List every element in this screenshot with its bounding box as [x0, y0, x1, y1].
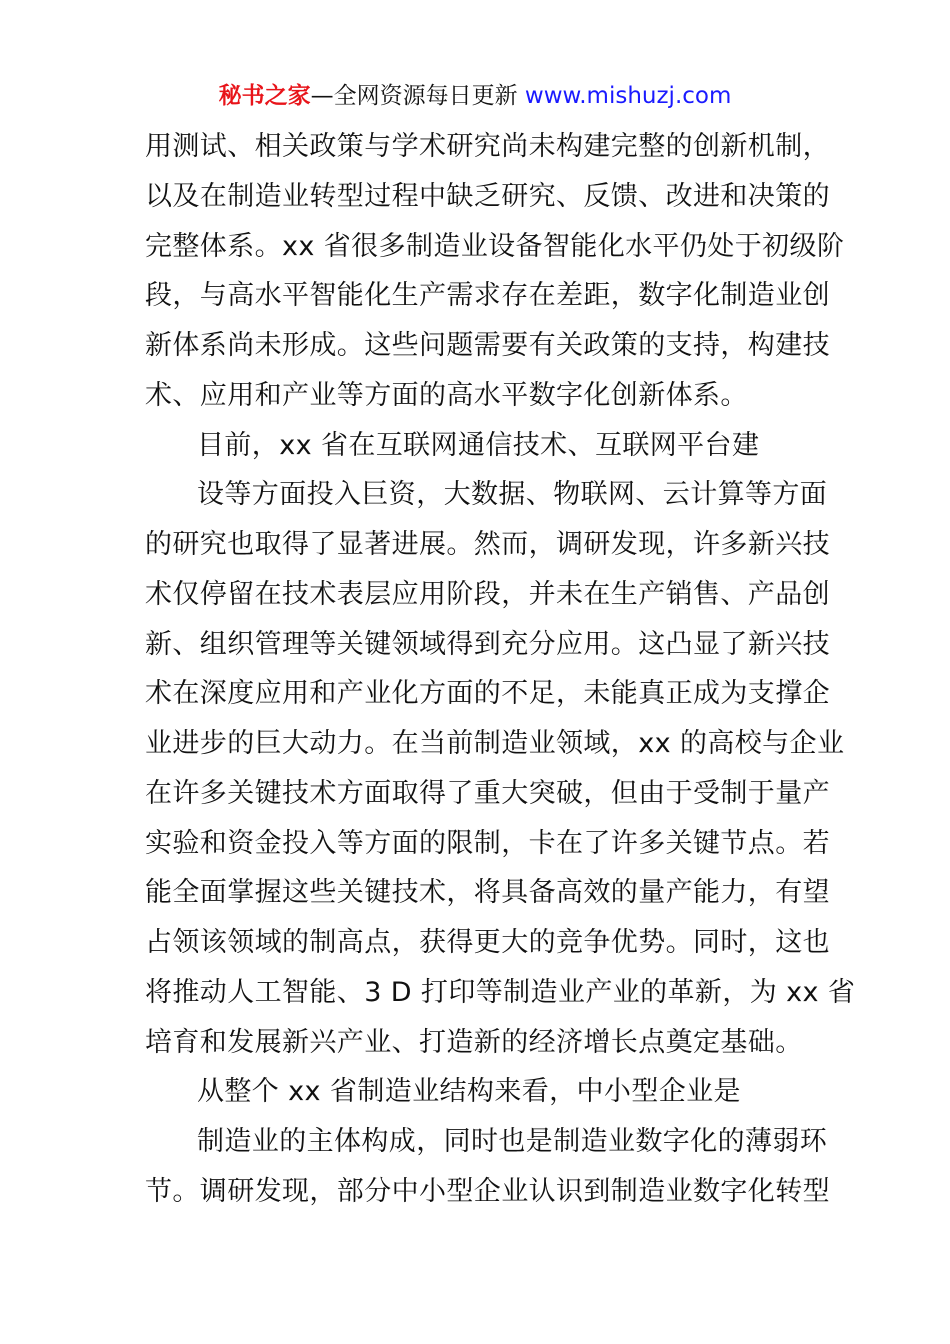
- text-line: 术在深度应用和产业化方面的不足，未能真正成为支撑企: [145, 678, 830, 710]
- text-line: 新体系尚未形成。这些问题需要有关政策的支持，构建技: [145, 330, 830, 361]
- text-line: 以及在制造业转型过程中缺乏研究、反馈、改进和决策的: [145, 180, 830, 212]
- text-line: 段，与高水平智能化生产需求存在差距，数字化制造业创: [145, 280, 830, 312]
- text-line: 术、应用和产业等方面的高水平数字化创新体系。: [145, 379, 748, 411]
- text-line: 术仅停留在技术表层应用阶段，并未在生产销售、产品创: [145, 578, 830, 610]
- text-line: 占领该领域的制高点，获得更大的竞争优势。同时，这也: [145, 927, 830, 958]
- paragraph-first-line: 目前，xx 省在互联网通信技术、互联网平台建: [197, 429, 760, 461]
- site-brand: 秘书之家: [218, 83, 311, 109]
- site-header: [0, 80, 950, 112]
- text-line: 新、组织管理等关键领域得到充分应用。这凸显了新兴技: [145, 628, 830, 660]
- paragraph-first-line: 设等方面投入巨资，大数据、物联网、云计算等方面: [197, 479, 828, 511]
- text-line: 业进步的巨大动力。在当前制造业领域，xx 的高校与企业: [145, 728, 845, 759]
- text-line: 实验和资金投入等方面的限制，卡在了许多关键节点。若: [145, 827, 830, 859]
- paragraph-first-line: 从整个 xx 省制造业结构来看，中小型企业是: [197, 1076, 741, 1108]
- site-url-link[interactable]: www.mishuzj.com: [524, 83, 732, 109]
- text-line: 培育和发展新兴产业、打造新的经济增长点奠定基础。: [145, 1026, 803, 1058]
- text-line: 完整体系。xx 省很多制造业设备智能化水平仍处于初级阶: [145, 230, 845, 262]
- text-line: 的研究也取得了显著进展。然而，调研发现，许多新兴技: [145, 529, 830, 560]
- text-line: 能全面掌握这些关键技术，将具备高效的量产能力，有望: [145, 877, 830, 909]
- document-body: [145, 122, 856, 1217]
- text-line: 节。调研发现，部分中小型企业认识到制造业数字化转型: [145, 1175, 830, 1207]
- text-line: 用测试、相关政策与学术研究尚未构建完整的创新机制，: [145, 131, 830, 162]
- text-line: 在许多关键技术方面取得了重大突破，但由于受制于量产: [145, 777, 830, 809]
- text-line: 将推动人工智能、3 D 打印等制造业产业的革新，为 xx 省: [145, 976, 856, 1008]
- site-tagline: —全网资源每日更新: [310, 83, 525, 109]
- paragraph-first-line: 制造业的主体构成，同时也是制造业数字化的薄弱环: [197, 1126, 828, 1157]
